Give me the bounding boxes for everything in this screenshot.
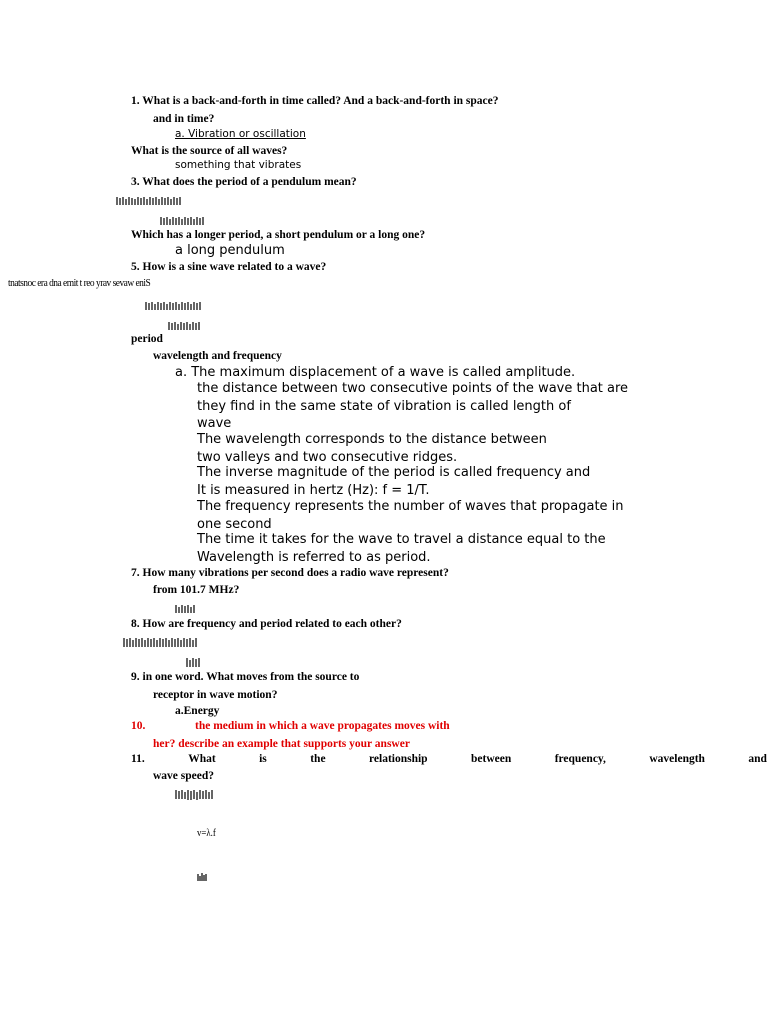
q6-answer-line-12: Wavelength is referred to as period. <box>197 550 431 565</box>
q11-word: relationship <box>369 753 428 765</box>
q8-answer-scribble-2 <box>186 655 202 666</box>
q6-answer-line-2: the distance between two consecutive points of the wave that are <box>197 381 629 396</box>
q11-word: is <box>259 753 267 765</box>
q6-answer-line-4: wave <box>197 416 232 431</box>
q11-formula: v=λ.f <box>197 827 216 839</box>
q11-line2: wave speed? <box>153 770 215 782</box>
q9-answer: a.Energy <box>175 705 220 717</box>
q3-answer-scribble-1 <box>116 193 182 203</box>
q6-answer-line-11: The time it takes for the wave to travel a distance equal to the <box>197 532 606 547</box>
q5-question: 5. How is a sine wave related to a wave? <box>131 261 327 273</box>
q11-word: and <box>748 753 767 765</box>
q6-answer-line-10: one second <box>197 517 272 532</box>
q11-line1 <box>131 753 767 765</box>
q9-line2: receptor in wave motion? <box>153 689 278 701</box>
q6-answer-line-6: two valleys and two consecutive ridges. <box>197 450 458 465</box>
q6-line1: period <box>131 333 163 345</box>
q2-question: What is the source of all waves? <box>131 145 288 157</box>
q8-answer-scribble-1 <box>123 635 197 646</box>
q11-word: the <box>310 753 326 765</box>
q6-answer-line-5: The wavelength corresponds to the distance between <box>197 432 547 447</box>
q11-answer-scribble-1 <box>175 788 215 800</box>
q10-line2: her? describe an example that supports your answer <box>153 738 410 750</box>
q6-answer-line-8: It is measured in hertz (Hz): f = 1/T. <box>197 483 430 498</box>
q7-line1: 7. How many vibrations per second does a radio wave represent? <box>131 567 449 579</box>
q6-answer-line-9: The frequency represents the number of waves that propagate in <box>197 499 624 514</box>
q9-line1: 9. in one word. What moves from the source to <box>131 671 360 683</box>
q5-answer-scribble-1 <box>145 298 203 308</box>
q7-line2: from 101.7 MHz? <box>153 584 240 596</box>
q10-number: 10. <box>131 720 146 732</box>
q6-answer-line-1: a. The maximum displacement of a wave is called amplitude. <box>175 365 576 380</box>
q3-answer-scribble-2 <box>160 213 204 223</box>
q11-word: 11. <box>131 753 145 765</box>
q6-line2: wavelength and frequency <box>153 350 282 362</box>
q4-answer: a long pendulum <box>175 243 285 258</box>
q1-answer: a. Vibration or oscillation <box>175 128 306 140</box>
q5-answer-scribble-2 <box>168 318 200 328</box>
q11-word: between <box>471 753 512 765</box>
q4-question: Which has a longer period, a short pendulum or a long one? <box>131 229 426 241</box>
q6-answer-line-7: The inverse magnitude of the period is called frequency and <box>197 465 591 480</box>
q11-word: What <box>188 753 216 765</box>
q11-word: wavelength <box>649 753 705 765</box>
q3-question: 3. What does the period of a pendulum mean? <box>131 176 357 188</box>
q6-answer-line-3: they find in the same state of vibration is called length of <box>197 399 571 414</box>
q1-line1: 1. What is a back-and-forth in time called? And a back-and-forth in space? <box>131 95 499 107</box>
q2-answer: something that vibrates <box>175 159 302 171</box>
q11-word: frequency, <box>554 753 606 765</box>
q8-question: 8. How are frequency and period related to each other? <box>131 618 402 630</box>
q10-line1: the medium in which a wave propagates moves with <box>195 720 450 732</box>
q5-answer-reversed: tnatsnoc era dna emit t reo yrav sevaw eniS <box>8 277 151 289</box>
q1-line2: and in time? <box>153 113 215 125</box>
q7-answer-scribble <box>175 601 195 611</box>
q11-answer-scribble-2 <box>197 869 207 879</box>
